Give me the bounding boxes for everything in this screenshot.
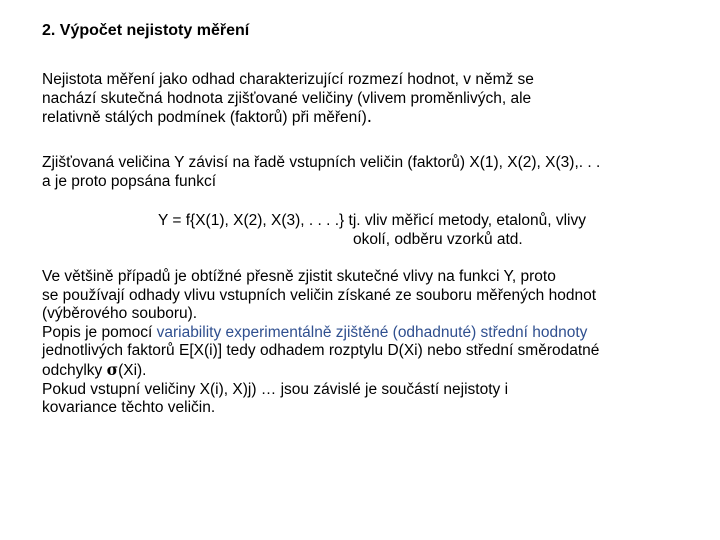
estimation-line-1: Ve většině případů je obtížné přesně zjistit skutečné vlivy na funkci Y, proto xyxy=(42,268,556,285)
intro-line-1: Nejistota měření jako odhad charakterizující rozmezí hodnot, v němž se xyxy=(42,71,534,88)
estimation-line-6-prefix: odchylky xyxy=(42,361,107,379)
intro-end-dot: . xyxy=(366,106,373,128)
estimation-line-5: jednotlivých faktorů E[X(i)] tedy odhadem rozptylu D(Xi) nebo střední směrodatné xyxy=(42,342,600,360)
sigma-symbol: σ xyxy=(106,359,119,379)
intro-line-3 xyxy=(42,108,534,128)
estimation-paragraph xyxy=(42,268,599,418)
function-formula xyxy=(158,212,586,249)
intro-line-2: nachází skutečná hodnota zjišťované veličiny (vlivem proměnlivých, ale xyxy=(42,89,532,107)
dependency-paragraph xyxy=(42,154,600,191)
dependency-line-2: a je proto popsána funkcí xyxy=(42,172,217,190)
intro-paragraph xyxy=(42,71,534,128)
estimation-line-8: kovariance těchto veličin. xyxy=(42,399,216,417)
formula-line-1: Y = f{X(1), X(2), X(3), . . . .} tj. vliv měřicí metody, etalonů, vlivy xyxy=(158,212,586,229)
estimation-line-4-prefix: Popis je pomocí xyxy=(42,323,157,341)
estimation-line-4 xyxy=(42,324,599,343)
estimation-line-2: se používají odhady vlivu vstupních veličin získané ze souboru měřených hodnot xyxy=(42,286,597,304)
estimation-line-6-suffix: (Xi). xyxy=(118,361,147,379)
intro-line-3-text: relativně stálých podmínek (faktorů) při měření) xyxy=(42,109,367,127)
formula-line-2: okolí, odběru vzorků atd. xyxy=(353,230,523,248)
variability-highlight: variability experimentálně zjištěné (odhadnuté) střední hodnoty xyxy=(156,323,588,341)
slide-title: 2. Výpočet nejistoty měření xyxy=(42,22,250,39)
estimation-line-7: Pokud vstupní veličiny X(i), X)j) … jsou závislé je součástí nejistoty i xyxy=(42,380,509,398)
estimation-line-3: (výběrového souboru). xyxy=(42,305,198,323)
dependency-line-1: Zjišťovaná veličina Y závisí na řadě vstupních veličin (faktorů) X(1), X(2), X(3),. . . xyxy=(42,154,601,171)
estimation-line-6 xyxy=(42,361,599,381)
